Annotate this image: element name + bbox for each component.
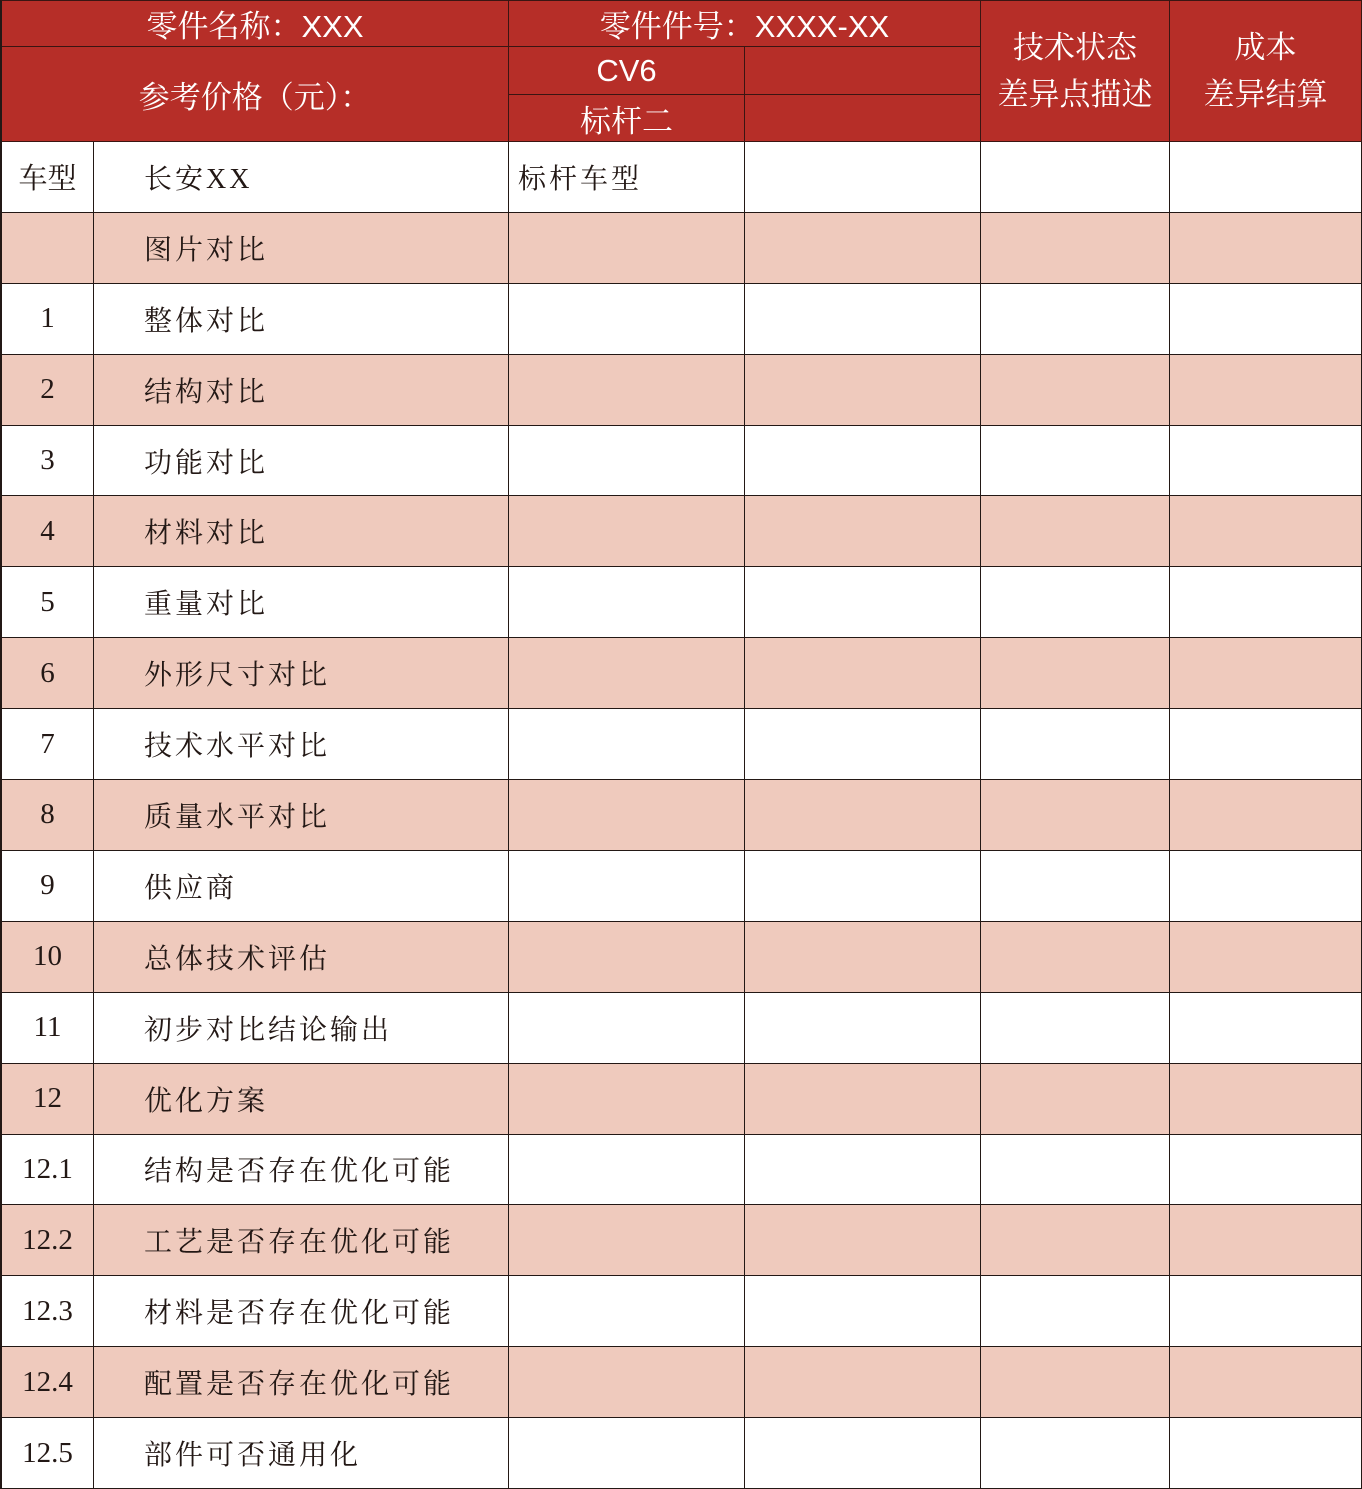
item-name-cell: 初步对比结论输出: [94, 993, 509, 1064]
benchmark-two-value-cell: [745, 1205, 981, 1276]
cv6-value-cell: [509, 1064, 745, 1135]
cost-diff-cell: [1170, 1064, 1362, 1135]
item-name-cell: 优化方案: [94, 1064, 509, 1135]
cost-diff-cell: [1170, 851, 1362, 922]
benchmark-two-value-cell: [745, 496, 981, 567]
row-number-cell: 6: [2, 638, 94, 709]
cost-diff-cell: [1170, 1347, 1362, 1418]
tech-diff-cell: [981, 851, 1170, 922]
row-number-cell: 7: [2, 709, 94, 780]
cv6-value-cell: [509, 709, 745, 780]
cost-diff-cell: [1170, 213, 1362, 284]
benchmark-two-value-cell: [745, 638, 981, 709]
cv6-value-cell: [509, 1205, 745, 1276]
item-name-cell: 功能对比: [94, 426, 509, 497]
benchmark-two-value-cell: [745, 567, 981, 638]
benchmark-two-value-cell: [745, 922, 981, 993]
item-name-cell: 图片对比: [94, 213, 509, 284]
row-number-cell: 5: [2, 567, 94, 638]
item-name-cell: 供应商: [94, 851, 509, 922]
benchmark-two-value-cell: [745, 284, 981, 355]
benchmark-two-label: 标杆二: [580, 103, 673, 139]
cost-diff-cell: [1170, 709, 1362, 780]
row-number-cell: 12.1: [2, 1135, 94, 1206]
benchmark-two-value-cell: [745, 1347, 981, 1418]
cv6-value-cell: [509, 851, 745, 922]
item-name-cell: 质量水平对比: [94, 780, 509, 851]
row-number-cell: 1: [2, 284, 94, 355]
row-number-cell: 8: [2, 780, 94, 851]
benchmark-two-value-cell: [745, 709, 981, 780]
row-number-cell: 10: [2, 922, 94, 993]
cost-diff-cell: [1170, 1205, 1362, 1276]
benchmark-two-value-cell: [745, 142, 981, 213]
cv6-value-cell: [509, 638, 745, 709]
part-number-header: [509, 1, 981, 47]
cost-diff-cell: [1170, 284, 1362, 355]
cost-diff-line2: 差异结算: [1203, 77, 1328, 112]
tech-diff-cell: [981, 284, 1170, 355]
cv6-value-cell: 标杆车型: [509, 142, 745, 213]
item-name-cell: 材料对比: [94, 496, 509, 567]
benchmark-two-value-cell: [745, 213, 981, 284]
cv6-value-cell: [509, 426, 745, 497]
cv6-value-cell: [509, 993, 745, 1064]
cv6-value-cell: [509, 922, 745, 993]
row-number-cell: 12.3: [2, 1276, 94, 1347]
item-name-cell: 结构对比: [94, 355, 509, 426]
cost-diff-cell: [1170, 567, 1362, 638]
header-blank-cell: [745, 47, 981, 95]
tech-status-diff-header: [981, 1, 1170, 142]
cost-diff-cell: [1170, 496, 1362, 567]
tech-diff-cell: [981, 993, 1170, 1064]
part-name-header: [2, 1, 509, 47]
benchmark-two-value-cell: [745, 1276, 981, 1347]
benchmark-two-value-cell: [745, 1135, 981, 1206]
tech-diff-cell: [981, 567, 1170, 638]
item-name-cell: 材料是否存在优化可能: [94, 1276, 509, 1347]
tech-diff-cell: [981, 1276, 1170, 1347]
row-number-cell: 11: [2, 993, 94, 1064]
cv6-value-cell: [509, 213, 745, 284]
row-number-cell: 12.4: [2, 1347, 94, 1418]
cost-diff-cell: [1170, 993, 1362, 1064]
benchmark-two-value-cell: [745, 780, 981, 851]
row-number-cell: 2: [2, 355, 94, 426]
benchmark-two-value-cell: [745, 851, 981, 922]
row-number-cell: 12: [2, 1064, 94, 1135]
tech-diff-cell: [981, 1064, 1170, 1135]
item-name-cell: 重量对比: [94, 567, 509, 638]
tech-diff-cell: [981, 355, 1170, 426]
tech-diff-cell: [981, 426, 1170, 497]
tech-diff-cell: [981, 142, 1170, 213]
reference-price-header: [2, 47, 509, 142]
row-number-cell: 车型: [2, 142, 94, 213]
reference-price-label: 参考价格（元）：: [138, 79, 372, 115]
tech-diff-cell: [981, 780, 1170, 851]
part-name-label: 零件名称：XXX: [146, 9, 364, 44]
item-name-cell: 配置是否存在优化可能: [94, 1347, 509, 1418]
benchmark-two-value-cell: [745, 355, 981, 426]
benchmark-two-value-cell: [745, 1418, 981, 1489]
cost-diff-cell: [1170, 1418, 1362, 1489]
tech-diff-cell: [981, 496, 1170, 567]
cv6-value-cell: [509, 1347, 745, 1418]
cost-diff-cell: [1170, 1276, 1362, 1347]
cv6-value-cell: [509, 355, 745, 426]
tech-diff-cell: [981, 1205, 1170, 1276]
row-number-cell: 4: [2, 496, 94, 567]
item-name-cell: 整体对比: [94, 284, 509, 355]
benchmark-two-value-cell: [745, 993, 981, 1064]
tech-diff-cell: [981, 1418, 1170, 1489]
benchmark-two-value-cell: [745, 1064, 981, 1135]
item-name-cell: 结构是否存在优化可能: [94, 1135, 509, 1206]
cost-diff-cell: [1170, 638, 1362, 709]
cv6-value-cell: [509, 1135, 745, 1206]
benchmark-two-value-cell: [745, 426, 981, 497]
tech-diff-cell: [981, 1135, 1170, 1206]
cost-diff-cell: [1170, 1135, 1362, 1206]
item-name-cell: 长安XX: [94, 142, 509, 213]
item-name-cell: 工艺是否存在优化可能: [94, 1205, 509, 1276]
cost-diff-header: [1170, 1, 1362, 142]
item-name-cell: 部件可否通用化: [94, 1418, 509, 1489]
row-number-cell: [2, 213, 94, 284]
cv6-value-cell: [509, 1418, 745, 1489]
item-name-cell: 技术水平对比: [94, 709, 509, 780]
cost-diff-cell: [1170, 780, 1362, 851]
item-name-cell: 总体技术评估: [94, 922, 509, 993]
tech-diff-cell: [981, 638, 1170, 709]
cv6-value-cell: [509, 567, 745, 638]
tech-status-diff-line1: 技术状态: [1013, 30, 1137, 65]
row-number-cell: 9: [2, 851, 94, 922]
tech-diff-cell: [981, 1347, 1170, 1418]
part-number-label: 零件件号：XXXX-XX: [599, 9, 890, 44]
benchmark-two-header: [509, 95, 745, 142]
tech-diff-cell: [981, 922, 1170, 993]
cv6-value-cell: [509, 284, 745, 355]
cv6-value-cell: [509, 496, 745, 567]
header-blank-cell: [745, 95, 981, 142]
tech-status-diff-line2: 差异点描述: [997, 77, 1153, 112]
item-name-cell: 外形尺寸对比: [94, 638, 509, 709]
row-number-cell: 12.5: [2, 1418, 94, 1489]
cv6-header: [509, 47, 745, 95]
cost-diff-cell: [1170, 426, 1362, 497]
cost-diff-cell: [1170, 922, 1362, 993]
row-number-cell: 3: [2, 426, 94, 497]
row-number-cell: 12.2: [2, 1205, 94, 1276]
cv6-value-cell: [509, 780, 745, 851]
cost-diff-line1: 成本: [1234, 30, 1297, 65]
cost-diff-cell: [1170, 142, 1362, 213]
cv6-value-cell: [509, 1276, 745, 1347]
tech-diff-cell: [981, 213, 1170, 284]
cost-diff-cell: [1170, 355, 1362, 426]
tech-diff-cell: [981, 709, 1170, 780]
cv6-label: CV6: [596, 52, 657, 88]
